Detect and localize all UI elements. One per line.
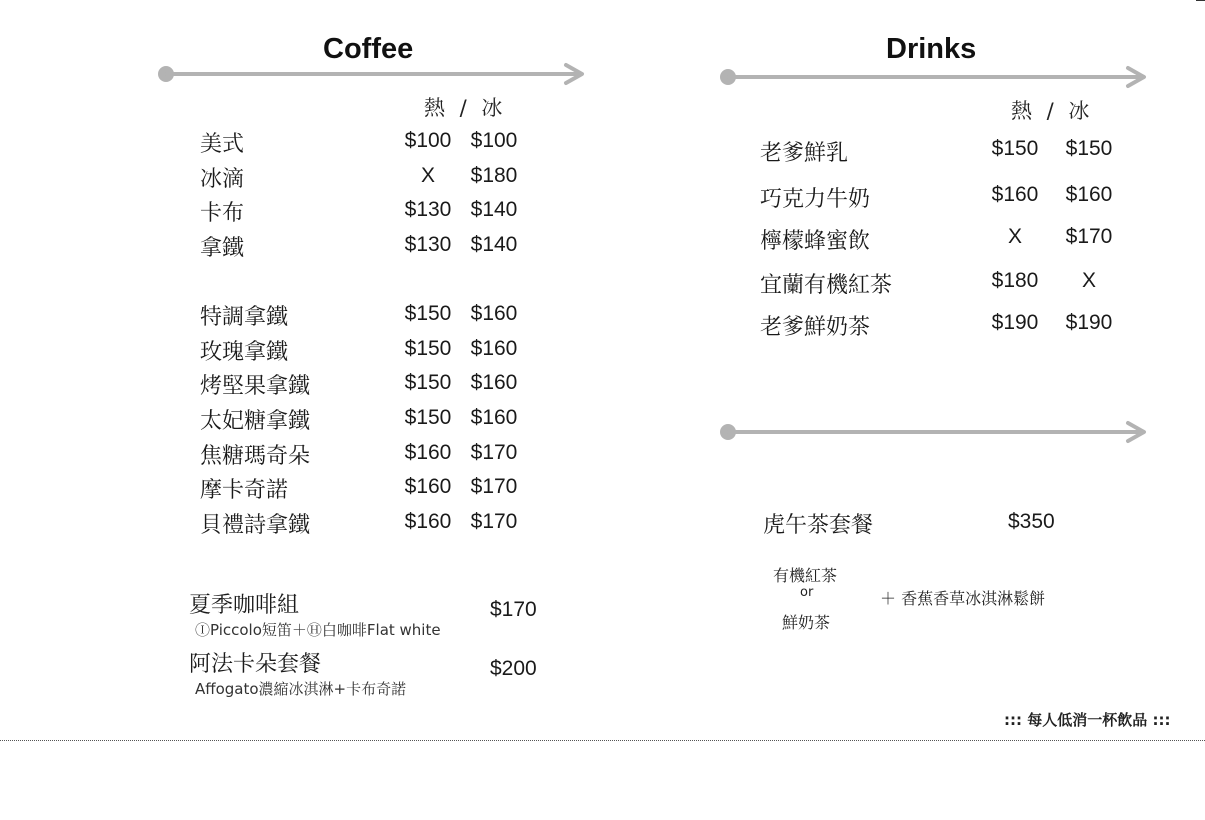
coffee-item-name: 美式 [200,132,245,157]
coffee-set-price: $170 [490,598,537,621]
coffee-item-hot-price: $130 [404,233,452,256]
coffee-item-hot-price: $160 [404,510,452,533]
tea-set-option-a: 有機紅茶 [773,566,838,585]
coffee-item-ice-price: $160 [470,371,518,394]
drink-item-name: 檸檬蜂蜜飲 [760,229,871,254]
coffee-item-name: 玫瑰拿鐵 [200,340,289,365]
coffee-item-name: 摩卡奇諾 [200,478,289,503]
tea-set-option-b: 鮮奶茶 [782,613,831,632]
coffee-set-description: ⒾPiccolo短笛＋Ⓗ白咖啡Flat white [195,621,441,639]
tea-set-arrow-divider [718,421,1150,443]
coffee-set-name: 夏季咖啡組 [189,593,300,618]
coffee-item-name: 特調拿鐵 [200,305,289,330]
drinks-arrow-divider [718,66,1150,88]
coffee-set-price: $200 [490,657,537,680]
drink-item-ice-price: $170 [1065,225,1113,248]
drinks-title: Drinks [886,33,977,65]
tea-set-or: or [800,585,814,600]
coffee-item-hot-price: $100 [404,129,452,152]
coffee-item-hot-price: $150 [404,406,452,429]
drink-item-ice-price: $160 [1065,183,1113,206]
dotted-divider [0,740,1205,741]
drink-item-hot-price: $180 [991,269,1039,292]
coffee-item-name: 拿鐵 [200,236,245,261]
coffee-item-ice-price: $170 [470,441,518,464]
coffee-item-ice-price: $170 [470,510,518,533]
drink-item-name: 老爹鮮奶茶 [760,315,871,340]
coffee-item-name: 焦糖瑪奇朵 [200,444,311,469]
coffee-item-ice-price: $160 [470,406,518,429]
coffee-item-hot-price: $160 [404,475,452,498]
drink-item-name: 巧克力牛奶 [760,187,871,212]
minimum-order-note: ::: 每人低消一杯飲品 ::: [1004,711,1171,729]
coffee-hot-ice-header: 熱 / 冰 [424,96,503,120]
drink-item-ice-price: X [1081,269,1096,292]
coffee-item-name: 卡布 [200,201,245,226]
coffee-title: Coffee [323,33,414,65]
coffee-item-name: 冰滴 [200,167,245,192]
coffee-item-name: 貝禮詩拿鐵 [200,513,311,538]
drinks-hot-ice-header: 熱 / 冰 [1011,99,1090,123]
drink-item-hot-price: $150 [991,137,1039,160]
coffee-item-hot-price: $150 [404,337,452,360]
drink-item-hot-price: $190 [991,311,1039,334]
coffee-item-ice-price: $100 [470,129,518,152]
drink-item-hot-price: $160 [991,183,1039,206]
coffee-set-name: 阿法卡朵套餐 [189,652,322,677]
coffee-item-ice-price: $180 [470,164,518,187]
coffee-item-ice-price: $140 [470,198,518,221]
coffee-item-name: 烤堅果拿鐵 [200,374,311,399]
coffee-item-hot-price: $160 [404,441,452,464]
corner-mark [1196,0,1205,1]
coffee-item-name: 太妃糖拿鐵 [200,409,311,434]
coffee-item-hot-price: $150 [404,302,452,325]
tea-set-plus-item: ＋ 香蕉香草冰淇淋鬆餅 [880,589,1046,608]
coffee-item-hot-price: $150 [404,371,452,394]
coffee-item-ice-price: $160 [470,337,518,360]
drink-item-name: 老爹鮮乳 [760,141,849,166]
coffee-item-ice-price: $170 [470,475,518,498]
coffee-item-ice-price: $160 [470,302,518,325]
coffee-item-hot-price: X [420,164,435,187]
tea-set-name: 虎午茶套餐 [763,513,874,538]
coffee-item-hot-price: $130 [404,198,452,221]
coffee-set-description: Affogato濃縮冰淇淋+卡布奇諾 [195,680,407,698]
drink-item-hot-price: X [1007,225,1022,248]
drink-item-name: 宜蘭有機紅茶 [760,273,893,298]
drink-item-ice-price: $150 [1065,137,1113,160]
tea-set-price: $350 [1008,510,1055,533]
drink-item-ice-price: $190 [1065,311,1113,334]
coffee-item-ice-price: $140 [470,233,518,256]
coffee-arrow-divider [156,63,588,85]
